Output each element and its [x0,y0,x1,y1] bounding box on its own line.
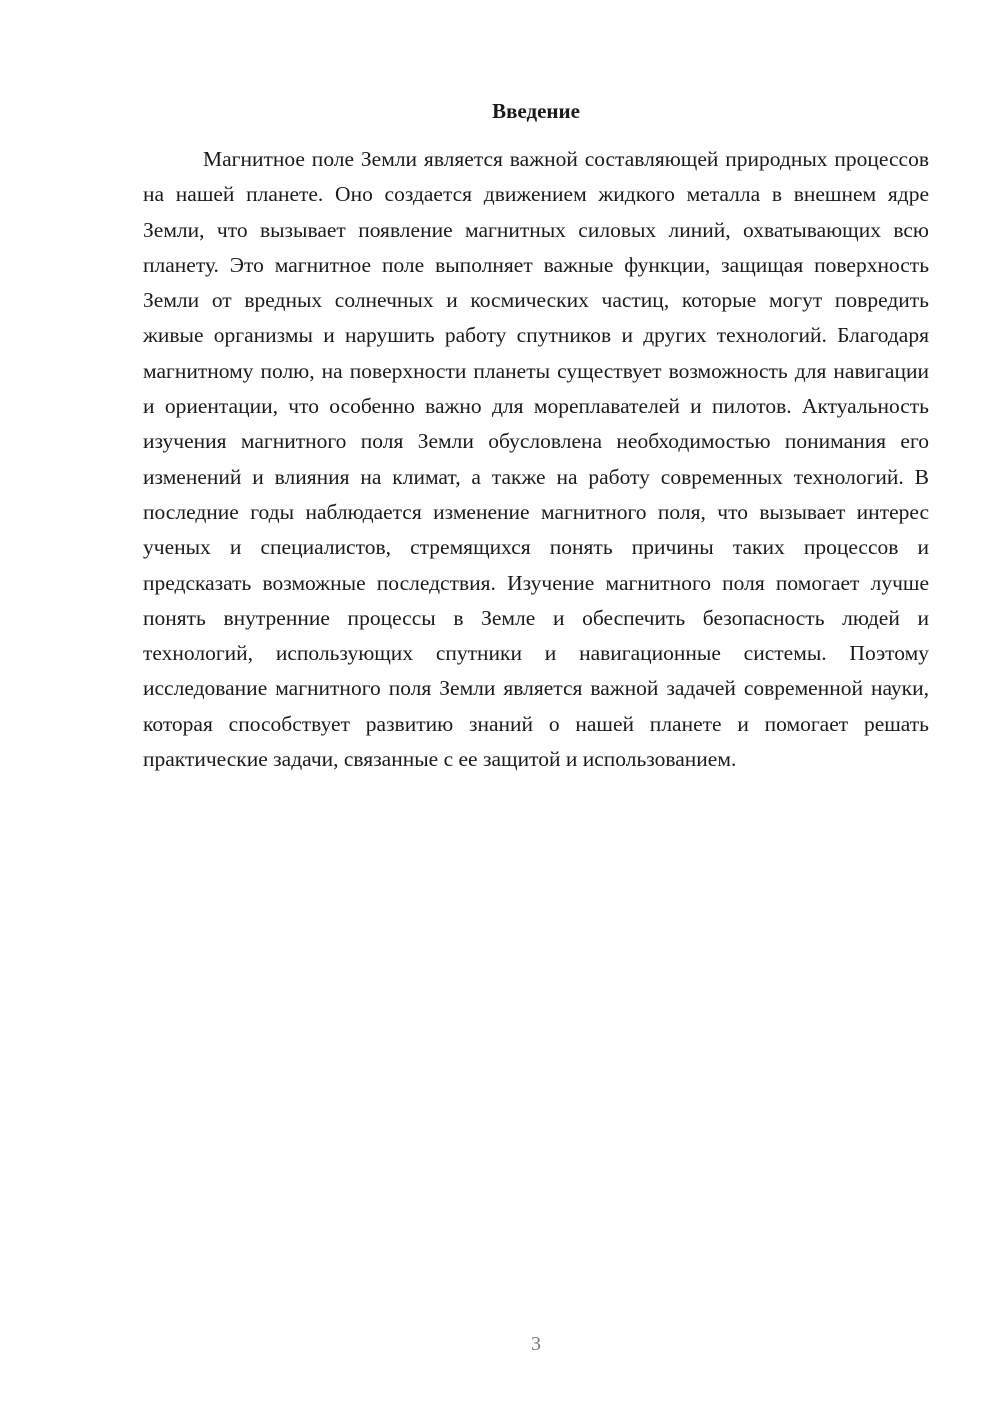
body-paragraph: Магнитное поле Земли является важной составляющей природных процессов на нашей планете. Оно создается движением жидкого металла в внешнем ядре Земли, что вызывает появление магнитных силовых линий, охватывающих всю планету. Это магнитное поле выполняет важные функции, защищая поверхность Земли от вредных солнечных и космических частиц, которые могут повредить живые организмы и нарушить работу спутников и других технологий. Благодаря магнитному полю, на поверхности планеты существует возможность для навигации и ориентации, что особенно важно для мореплавателей и пилотов. Актуальность изучения магнитного поля Земли обусловлена необходимостью понимания его изменений и влияния на климат, а также на работу современных технологий. В последние годы наблюдается изменение магнитного поля, что вызывает интерес ученых и специалистов, стремящихся понять причины таких процессов и предсказать возможные последствия. Изучение магнитного поля помогает лучше понять внутренние процессы в Земле и обеспечить безопасность людей и технологий, использующих спутники и навигационные системы. Поэтому исследование магнитного поля Земли является важной задачей современной науки, которая способствует развитию знаний о нашей планете и помогает решать практические задачи, связанные с ее защитой и использованием. [143,147,929,772]
section-heading: Введение [492,99,580,123]
page-number: 3 [531,1333,541,1355]
